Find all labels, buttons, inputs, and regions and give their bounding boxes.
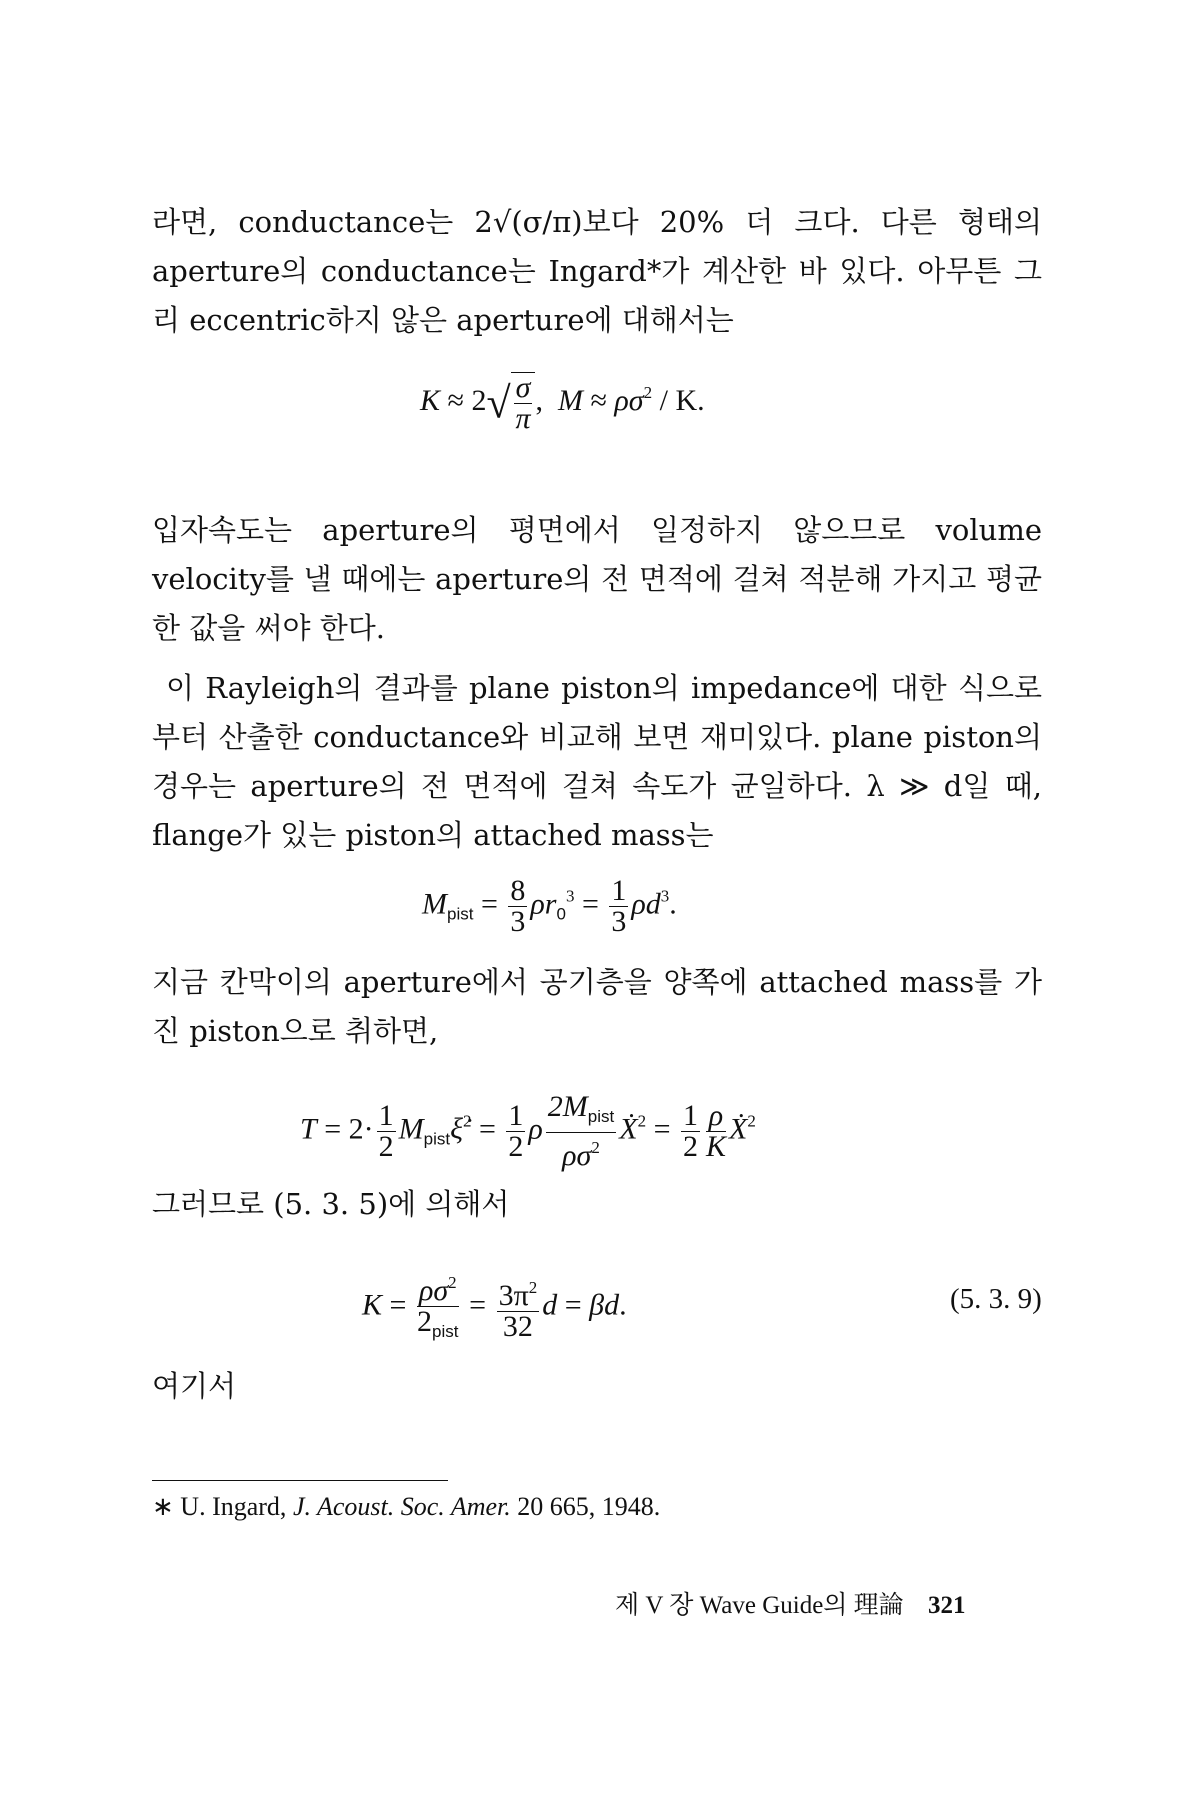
chapter-title: 제 V 장 Wave Guide의 理論 [615, 1592, 904, 1619]
footnote-journal: J. Acoust. Soc. Amer. [292, 1492, 511, 1521]
footnote-marker: ∗ [152, 1492, 174, 1521]
paragraph-1: 라면, conductance는 2√(σ/π)보다 20% 더 크다. 다른 형태의 aperture의 conductance는 Ingard*가 계산한 바 있다. 아무튼 그리 eccentric하지 않은 aperture에 대해서는 [152, 205, 1042, 337]
sqrt-symbol: √ $\frac{\sigma}{\pi}$ [486, 372, 535, 434]
equation-k-approx: K ≈ 2√ $\frac{\sigma}{\pi}$ , $M \approx \rho\sigma^2 / K$. [420, 371, 705, 435]
equation-5-3-9: K = $\frac{\rho\sigma^2}{2_{pist}}$ = $\frac{3\pi^2}{32}$ d = βd. [362, 1268, 627, 1347]
footnote-details: 20 665, 1948. [517, 1492, 661, 1521]
footnote-divider [152, 1480, 448, 1481]
equation-number: (5. 3. 9) [950, 1283, 1042, 1315]
paragraph-5: 그러므로 (5. 3. 5)에 의해서 [152, 1187, 510, 1221]
paragraph-4: 지금 칸막이의 aperture에서 공기층을 양쪽에 attached mass를 가진 piston으로 취하면, [152, 965, 1042, 1048]
paragraph-2: 입자속도는 aperture의 평면에서 일정하지 않으므로 volume velocity를 낼 때에는 aperture의 전 면적에 걸쳐 적분해 가지고 평균한 값을 써야 한다. [152, 513, 1042, 645]
paragraph-6: 여기서 [152, 1369, 237, 1403]
footnote [152, 1492, 660, 1522]
running-footer [615, 1585, 965, 1621]
equation-attached-mass: $M_{pist}$ = $\frac{8}{3}$ $\rho r_0^3$ = $\frac{1}{3}$ $\rho d^3$. [422, 874, 677, 938]
page-number: 321 [927, 1592, 966, 1619]
equation-kinetic-energy: T = 2· $\frac{1}{2}$ $M_{pist}\xi̇^2$ = $\frac{1}{2}$ ρ $\frac{2M_{pist}}{\rho\sigma^2}$ Ẋ$^2$ = $\frac{1}{2}$ $\frac{\rho}{K}$ Ẋ$^2$ [300, 1090, 756, 1172]
paragraph-3: 이 Rayleigh의 결과를 plane piston의 impedance에 대한 식으로부터 산출한 conductance와 비교해 보면 재미있다. plane piston의 경우는 aperture의 전 면적에 걸쳐 속도가 균일하다. λ ≫ d일 때, flange가 있는 piston의 attached mass는 [152, 671, 1042, 852]
footnote-author: U. Ingard, [180, 1492, 287, 1521]
